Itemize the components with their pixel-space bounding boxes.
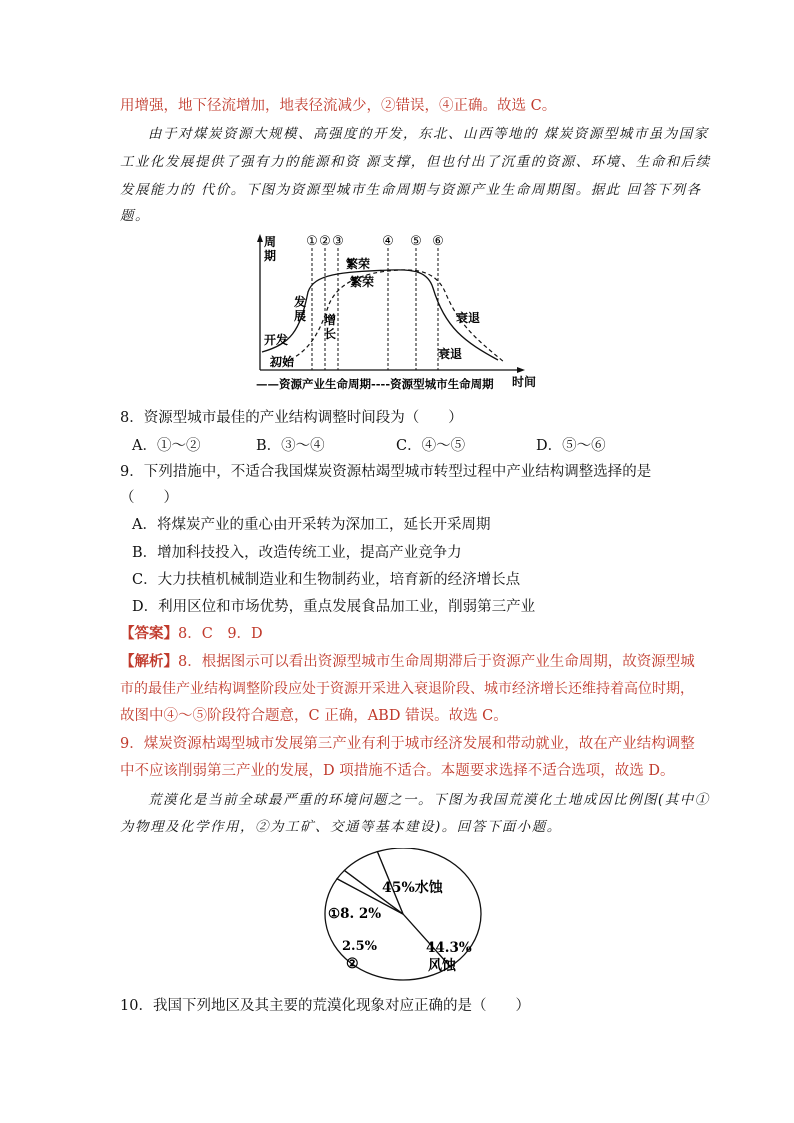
stage-marker-6: ⑥ <box>432 234 444 249</box>
pie-label-wind-pct: 44.3% <box>426 940 472 956</box>
label-kaifa: 开发 <box>264 333 289 347</box>
pie-label-small-num: ② <box>346 956 359 972</box>
stage-marker-2: ② <box>319 234 331 249</box>
q8-option-c[interactable]: C．④～⑤ <box>396 438 466 454</box>
stage-marker-3: ③ <box>332 234 344 249</box>
y-axis-arrow <box>257 234 263 242</box>
passage-2-line-2: 为物理及化学作用，②为工矿、交通等基本建设)。回答下面小题。 <box>120 819 562 835</box>
analysis-text-1: 8．根据图示可以看出资源型城市生命周期滞后于资源产业生命周期，故资源型城 <box>178 654 695 670</box>
q8-stem: 8．资源型城市最佳的产业结构调整时间段为（ ） <box>120 410 463 426</box>
passage-1-line-4: 题。 <box>120 208 150 224</box>
x-label: 时间 <box>512 375 537 389</box>
stage-marker-1: ① <box>306 234 318 249</box>
label-chushi: 初始 <box>270 355 295 369</box>
chart-legend: ——资源产业生命周期----资源型城市生命周期 <box>256 377 494 391</box>
label-fanrong-2: 繁荣 <box>350 275 375 289</box>
q8-option-a[interactable]: A．①～② <box>132 438 201 454</box>
passage-1-line-1: 由于对煤炭资源大规模、高强度的开发，东北、山西等地的 煤炭资源型城市虽为国家 <box>148 126 709 142</box>
passage-1-line-2: 工业化发展提供了强有力的能源和资 源支撑，但也付出了沉重的资源、环境、生命和后续 <box>120 154 711 170</box>
passage-2-line-1: 荒漠化是当前全球最严重的环境问题之一。下图为我国荒漠化土地成因比例图(其中① <box>148 792 710 808</box>
label-fanrong-1: 繁荣 <box>346 257 371 271</box>
q9-option-b[interactable]: B．增加科技投入，改造传统工业，提高产业竞争力 <box>132 545 462 561</box>
pie-label-phys: ①8. 2% <box>328 906 382 922</box>
analysis-line-4: 9．煤炭资源枯竭型城市发展第三产业有利于城市经济发展和带动就业，故在产业结构调整 <box>120 736 695 752</box>
label-shuaitui-2: 衰退 <box>438 347 463 361</box>
analysis-line-3: 故图中④～⑤阶段符合题意，C 正确，ABD 错误。故选 C。 <box>120 708 508 724</box>
answer-tag: 【答案】 <box>120 625 178 642</box>
pie-label-small-pct: 2.5% <box>342 939 377 954</box>
analysis-line-1 <box>120 652 695 672</box>
y-label-1: 周 <box>264 235 277 249</box>
analysis-tag: 【解析】 <box>120 653 178 670</box>
stage-marker-4: ④ <box>382 234 394 249</box>
q9-stem: 9．下列措施中，不适合我国煤炭资源枯竭型城市转型过程中产业结构调整选择的是 <box>120 464 652 480</box>
answer-text: 8．C 9．D <box>178 626 263 642</box>
label-fazhan-2: 展 <box>294 309 307 323</box>
x-axis-arrow <box>517 367 525 373</box>
q9-option-c[interactable]: C．大力扶植机械制造业和生物制药业，培育新的经济增长点 <box>132 572 521 588</box>
label-zengzhang-2: 长 <box>324 327 337 341</box>
previous-answer-tail: 用增强，地下径流增加，地表径流减少，②错误，④正确。故选 C。 <box>120 98 557 114</box>
passage-1-line-3: 发展能力的 代价。下图为资源型城市生命周期与资源产业生命周期图。据此 回答下列各 <box>120 182 702 198</box>
q9-paren: （ ） <box>120 490 178 506</box>
stage-marker-5: ⑤ <box>410 234 422 249</box>
analysis-line-2: 市的最佳产业结构调整阶段应处于资源开采进入衰退阶段、城市经济增长还维持着高位时期， <box>120 681 694 697</box>
label-zengzhang-1: 增 <box>324 313 337 327</box>
q9-option-d[interactable]: D．利用区位和市场优势，重点发展食品加工业，削弱第三产业 <box>132 599 536 615</box>
desertification-pie-chart <box>318 848 488 998</box>
pie-label-wind: 风蚀 <box>428 958 456 974</box>
y-label-2: 期 <box>264 249 277 263</box>
label-fazhan-1: 发 <box>294 295 307 309</box>
answer-line <box>120 624 263 644</box>
q8-option-d[interactable]: D．⑤～⑥ <box>536 438 606 454</box>
q9-option-a[interactable]: A．将煤炭产业的重心由开采转为深加工，延长开采周期 <box>132 517 491 533</box>
label-shuaitui-1: 衰退 <box>456 311 481 325</box>
pie-label-water: 45%水蚀 <box>382 880 443 896</box>
q10-stem: 10．我国下列地区及其主要的荒漠化现象对应正确的是（ ） <box>120 998 530 1014</box>
analysis-line-5: 中不应该削弱第三产业的发展，D 项措施不适合。本题要求选择不适合选项，故选 D。 <box>120 763 675 779</box>
q8-option-b[interactable]: B．③～④ <box>256 438 325 454</box>
lifecycle-chart <box>250 232 550 394</box>
